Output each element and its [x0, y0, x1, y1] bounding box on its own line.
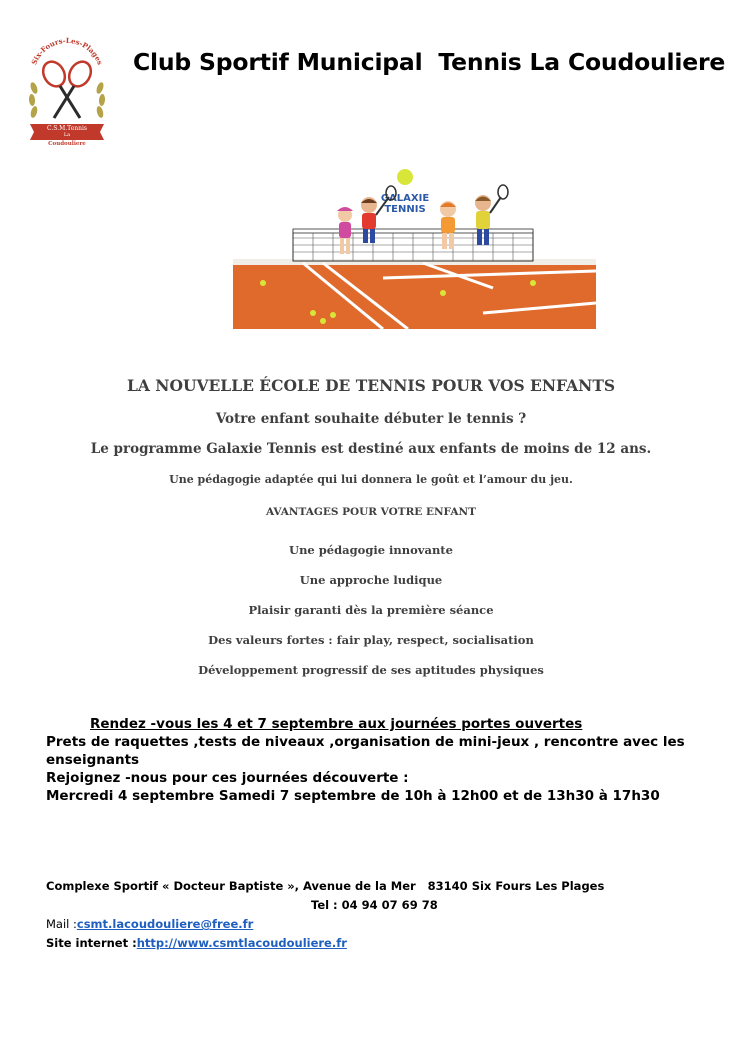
child-figure-3 [440, 201, 456, 249]
schedule-text: Mercredi 4 septembre Samedi 7 septembre de 10h à 12h00 et de 13h30 à 17h30 [46, 788, 660, 804]
join-text: Rejoignez -nous pour ces journées découverte : [46, 770, 409, 786]
benefits-list [0, 541, 742, 691]
racket-icon [39, 58, 95, 118]
activities-text: Prets de raquettes ,tests de niveaux ,organisation de mini-jeux , rencontre avec les enseignants [46, 734, 685, 768]
mail-label: Mail : [46, 917, 77, 931]
child-figure-4 [475, 185, 508, 245]
logo-arc-text: Six-Fours-Les-Plages [29, 36, 105, 67]
galaxie-logo-line1: GALAXIE [380, 193, 430, 204]
mail-link[interactable]: csmt.lacoudouliere@free.fr [76, 917, 254, 931]
svg-text:Six-Fours-Les-Plages [29, 36, 104, 66]
program-description: Le programme Galaxie Tennis est destiné aux enfants de moins de 12 ans. [90, 441, 652, 457]
site-link[interactable]: http://www.csmtlacoudouliere.fr [136, 936, 347, 950]
tennis-ball-icon [397, 169, 413, 185]
logo-ribbon-line1: C.S.M.Tennis [47, 125, 87, 132]
benefit-item: Une pédagogie innovante [289, 543, 453, 557]
galaxie-tennis-illustration [233, 163, 596, 329]
open-days-heading: Rendez -vous les 4 et 7 septembre aux journées portes ouvertes [90, 716, 583, 732]
mail-line [46, 915, 686, 934]
galaxie-logo-line2: TENNIS [384, 204, 426, 215]
club-logo [22, 36, 112, 146]
start-question: Votre enfant souhaite débuter le tennis ? [215, 411, 527, 427]
child-figure-1 [337, 207, 353, 254]
logo-ribbon-line2: La [63, 132, 71, 138]
address: Complexe Sportif « Docteur Baptiste », Avenue de la Mer 83140 Six Fours Les Plages [46, 879, 605, 893]
advantages-title: AVANTAGES POUR VOTRE ENFANT [266, 506, 476, 518]
page-title: Club Sportif Municipal Tennis La Coudouliere [133, 48, 726, 76]
phone-number: Tel : 04 94 07 69 78 [311, 898, 438, 912]
logo-ribbon-line3: Coudouliere [48, 141, 86, 146]
contact-footer [46, 877, 686, 953]
site-line [46, 934, 686, 953]
pedagogy-text: Une pédagogie adaptée qui lui donnera le goût et l’amour du jeu. [169, 473, 573, 486]
benefit-item: Développement progressif de ses aptitudes physiques [198, 663, 544, 677]
benefit-item: Des valeurs fortes : fair play, respect, socialisation [208, 633, 534, 647]
benefit-item: Une approche ludique [299, 573, 443, 587]
tennis-net [293, 229, 533, 261]
benefit-item: Plaisir garanti dès la première séance [248, 603, 494, 617]
open-days-section [46, 715, 686, 805]
site-label: Site internet : [46, 936, 137, 950]
school-heading: LA NOUVELLE ÉCOLE DE TENNIS POUR VOS ENFANTS [126, 376, 616, 395]
